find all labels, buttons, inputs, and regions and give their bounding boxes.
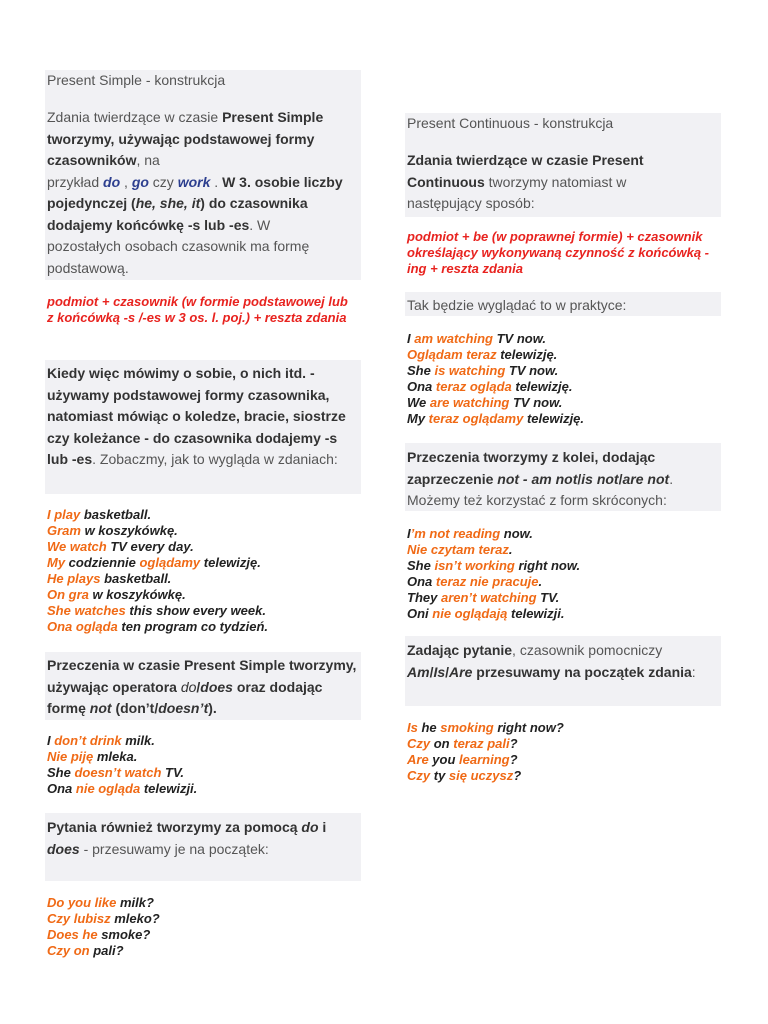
rest: TV now. bbox=[509, 395, 563, 410]
highlight: teraz oglądamy bbox=[428, 411, 524, 426]
highlight: learning bbox=[459, 752, 510, 767]
negation-italic: do bbox=[180, 678, 197, 695]
highlight: teraz nie pracuje bbox=[435, 574, 539, 589]
rest: I bbox=[407, 331, 415, 346]
rest: ? bbox=[509, 736, 518, 751]
right-intro-paragraph bbox=[407, 150, 697, 215]
rest: She bbox=[407, 363, 435, 378]
rest: . bbox=[508, 542, 513, 557]
rest: pali? bbox=[89, 943, 124, 958]
right-examples-affirmative bbox=[407, 331, 584, 427]
right-formula: podmiot + be (w poprawnej formie) + czasownik określający wykonywaną czynność z końcówką -ing + reszta zdania bbox=[407, 229, 710, 276]
example-line bbox=[47, 781, 197, 797]
rest: Ona bbox=[407, 379, 436, 394]
example-line bbox=[47, 911, 160, 927]
negation-bold: Przeczenia tworzymy z kolei, dodając zaprzeczenie bbox=[407, 449, 656, 487]
left-examples-questions bbox=[47, 895, 160, 959]
left-title: Present Simple - konstrukcja bbox=[47, 72, 226, 88]
example-line bbox=[407, 768, 564, 784]
pronouns: he, she, it bbox=[135, 195, 201, 211]
highlight: oglądamy bbox=[139, 555, 201, 570]
rest: My bbox=[407, 411, 429, 426]
highlight: teraz pali bbox=[453, 736, 510, 751]
negation-bold: / bbox=[618, 470, 623, 487]
intro-bold: Zdania twierdzące w czasie Present Continuous bbox=[407, 152, 644, 190]
highlight: Gram bbox=[47, 523, 81, 538]
example-line bbox=[407, 590, 580, 606]
highlight: ’m not reading bbox=[410, 526, 501, 541]
negation-bold: (don’t/ bbox=[111, 700, 159, 716]
question-bold: Zadając pytanie bbox=[407, 642, 513, 658]
rest: TV now. bbox=[492, 331, 546, 346]
example-line bbox=[407, 347, 584, 363]
question-bold: / bbox=[445, 663, 450, 680]
highlight: Czy bbox=[407, 736, 431, 751]
question-italic: Is bbox=[433, 663, 446, 680]
example-word: work bbox=[177, 173, 211, 190]
example-line bbox=[407, 331, 584, 347]
right-examples-negative bbox=[407, 526, 580, 622]
intro-bold: ) do czasownika dodajemy końcówkę -s lub -es bbox=[47, 195, 308, 233]
highlight: aren’t watching bbox=[440, 590, 537, 605]
highlight: isn’t working bbox=[434, 558, 515, 573]
left-examples-affirmative bbox=[47, 507, 268, 635]
intro-text: czy bbox=[148, 173, 178, 190]
rest: telewizję. bbox=[496, 347, 558, 362]
highlight: We watch bbox=[47, 539, 107, 554]
example-line bbox=[47, 507, 268, 523]
rest: w koszykówkę. bbox=[88, 587, 186, 602]
rest: smoke? bbox=[97, 927, 151, 942]
usage-text: . Zobaczmy, jak to wygląda w zdaniach: bbox=[92, 451, 338, 467]
rest: telewizję. bbox=[200, 555, 261, 570]
example-line bbox=[407, 542, 580, 558]
right-practice-text: Tak będzie wyglądać to w praktyce: bbox=[407, 297, 627, 313]
highlight: Do you like bbox=[47, 895, 117, 910]
highlight: Nie piję bbox=[47, 749, 94, 764]
highlight: are watching bbox=[429, 395, 510, 410]
highlight: Does he bbox=[47, 927, 98, 942]
highlight: On gra bbox=[47, 587, 89, 602]
question-text: - przesuwamy je na początek: bbox=[79, 840, 269, 857]
example-word: go bbox=[131, 173, 149, 190]
intro-text: przykład bbox=[47, 173, 104, 190]
highlight: smoking bbox=[440, 720, 494, 735]
example-line bbox=[47, 619, 268, 635]
rest: you bbox=[428, 752, 460, 767]
rest: I bbox=[407, 526, 411, 541]
question-italic: do bbox=[301, 819, 319, 835]
highlight: doesn’t watch bbox=[74, 765, 162, 780]
rest: milk. bbox=[121, 733, 155, 748]
negation-italic: are not bbox=[622, 470, 670, 487]
rest: basketball. bbox=[100, 571, 172, 586]
rest: Oni bbox=[407, 606, 433, 621]
intro-bold: W 3. osobie liczby pojedynczej ( bbox=[47, 173, 343, 211]
example-line bbox=[47, 523, 268, 539]
question-text: , czasownik pomocniczy bbox=[512, 642, 663, 658]
intro-bold: Present Simple tworzymy, używając podstawowej formy czasowników bbox=[47, 109, 324, 168]
highlight: am watching bbox=[414, 331, 493, 346]
rest: mleka. bbox=[93, 749, 138, 764]
example-line bbox=[47, 943, 160, 959]
rest: basketball. bbox=[80, 507, 152, 522]
example-line bbox=[47, 555, 268, 571]
example-line bbox=[47, 927, 160, 943]
example-line bbox=[407, 720, 564, 736]
rest: on bbox=[430, 736, 454, 751]
negation-italic: does bbox=[200, 678, 233, 695]
example-line bbox=[407, 558, 580, 574]
example-line bbox=[47, 895, 160, 911]
example-line bbox=[47, 733, 197, 749]
right-examples-questions bbox=[407, 720, 564, 784]
highlight: nie ogląda bbox=[75, 781, 141, 796]
rest: I bbox=[47, 733, 55, 748]
rest: codziennie bbox=[65, 555, 140, 570]
intro-text: , na bbox=[136, 152, 160, 168]
rest: We bbox=[407, 395, 430, 410]
example-line bbox=[47, 539, 268, 555]
rest: mleko? bbox=[110, 911, 160, 926]
highlight: don’t drink bbox=[54, 733, 122, 748]
usage-bold: Kiedy więc mówimy o sobie, o nich itd. - używamy podstawowej formy czasownika, natomiast mówiąc o koledze, bracie, siostrze czy koleżance - do czasownika dodajemy -s lub -es bbox=[47, 365, 346, 467]
example-word: do bbox=[103, 173, 121, 190]
rest: TV every day. bbox=[106, 539, 194, 554]
highlight: Ona ogląda bbox=[47, 619, 118, 634]
example-line bbox=[407, 606, 580, 622]
example-line bbox=[47, 603, 268, 619]
negation-bold: Przeczenia w czasie Present Simple tworzymy, używając operatora bbox=[47, 657, 357, 695]
question-bold: i bbox=[318, 819, 327, 835]
rest: telewizji. bbox=[140, 781, 198, 796]
example-line bbox=[407, 752, 564, 768]
highlight: I play bbox=[47, 507, 81, 522]
question-italic: Are bbox=[449, 663, 473, 680]
highlight: Czy on bbox=[47, 943, 90, 958]
right-question-paragraph bbox=[407, 640, 697, 683]
example-line bbox=[407, 574, 580, 590]
rest: . bbox=[538, 574, 543, 589]
highlight: nie oglądają bbox=[432, 606, 508, 621]
rest: now. bbox=[500, 526, 533, 541]
rest: right now? bbox=[493, 720, 564, 735]
question-text: : bbox=[691, 663, 696, 680]
negation-bold: oraz dodając formę bbox=[47, 678, 323, 716]
highlight: się uczysz bbox=[448, 768, 514, 783]
rest: he bbox=[417, 720, 441, 735]
left-formula: podmiot + czasownik (w formie podstawowej lub z końcówką -s /-es w 3 os. l. poj.) + reszta zdania bbox=[47, 294, 348, 325]
left-usage-paragraph bbox=[47, 363, 353, 471]
example-line bbox=[407, 736, 564, 752]
highlight: He plays bbox=[47, 571, 101, 586]
highlight: Are bbox=[407, 752, 429, 767]
negation-bold: / bbox=[577, 470, 582, 487]
example-line bbox=[407, 395, 584, 411]
rest: telewizję. bbox=[523, 411, 585, 426]
example-line bbox=[47, 765, 197, 781]
rest: Ona bbox=[47, 781, 76, 796]
rest: They bbox=[407, 590, 441, 605]
example-line bbox=[407, 526, 580, 542]
question-italic: does bbox=[47, 840, 80, 857]
rest: Ona bbox=[407, 574, 436, 589]
rest: right now. bbox=[514, 558, 581, 573]
rest: ten program co tydzień. bbox=[117, 619, 269, 634]
negation-italic: not - am not bbox=[497, 470, 578, 487]
left-intro-paragraph bbox=[47, 107, 347, 279]
highlight: She watches bbox=[47, 603, 126, 618]
left-negation-paragraph bbox=[47, 655, 359, 720]
intro-text: , bbox=[120, 173, 132, 190]
question-italic: Am bbox=[407, 663, 430, 680]
rest: She bbox=[47, 765, 75, 780]
right-title: Present Continuous - konstrukcja bbox=[407, 115, 614, 131]
rest: TV. bbox=[161, 765, 185, 780]
highlight: Is bbox=[407, 720, 418, 735]
intro-text: . bbox=[210, 173, 223, 190]
negation-italic: not bbox=[89, 700, 112, 716]
rest: TV. bbox=[536, 590, 560, 605]
example-line bbox=[47, 587, 268, 603]
example-line bbox=[407, 411, 584, 427]
left-question-paragraph bbox=[47, 817, 327, 860]
left-examples-negative bbox=[47, 733, 197, 797]
highlight: teraz ogląda bbox=[435, 379, 512, 394]
negation-text: . Możemy też korzystać z form skróconych: bbox=[407, 470, 674, 508]
question-bold: Pytania również tworzymy za pomocą bbox=[47, 819, 302, 835]
highlight: Czy lubisz bbox=[47, 911, 111, 926]
highlight: My bbox=[47, 555, 66, 570]
highlight: Oglądam teraz bbox=[407, 347, 497, 362]
example-line bbox=[407, 363, 584, 379]
intro-text: tworzymy natomiast w następujący sposób: bbox=[407, 173, 627, 211]
rest: ? bbox=[513, 768, 522, 783]
negation-bold: / bbox=[196, 678, 201, 695]
rest: She bbox=[407, 558, 435, 573]
highlight: Czy bbox=[407, 768, 431, 783]
rest: ty bbox=[430, 768, 449, 783]
negation-italic: is not bbox=[581, 470, 619, 487]
right-negation-paragraph bbox=[407, 447, 717, 512]
negation-italic: doesn’t bbox=[158, 700, 209, 716]
highlight: Nie czytam teraz bbox=[407, 542, 509, 557]
rest: TV now. bbox=[505, 363, 559, 378]
intro-text: Zdania twierdzące w czasie bbox=[47, 109, 223, 125]
example-line bbox=[47, 571, 268, 587]
example-line bbox=[47, 749, 197, 765]
rest: ? bbox=[509, 752, 518, 767]
intro-text: . W pozostałych osobach czasownik ma formę podstawową. bbox=[47, 216, 310, 276]
highlight: is watching bbox=[434, 363, 506, 378]
rest: telewizji. bbox=[507, 606, 565, 621]
question-bold: / bbox=[429, 663, 434, 680]
rest: w koszykówkę. bbox=[80, 523, 178, 538]
rest: milk? bbox=[116, 895, 154, 910]
rest: this show every week. bbox=[125, 603, 266, 618]
question-bold: przesuwamy na początek zdania bbox=[472, 663, 692, 680]
rest: telewizję. bbox=[511, 379, 573, 394]
example-line bbox=[407, 379, 584, 395]
negation-bold: ). bbox=[208, 700, 217, 716]
